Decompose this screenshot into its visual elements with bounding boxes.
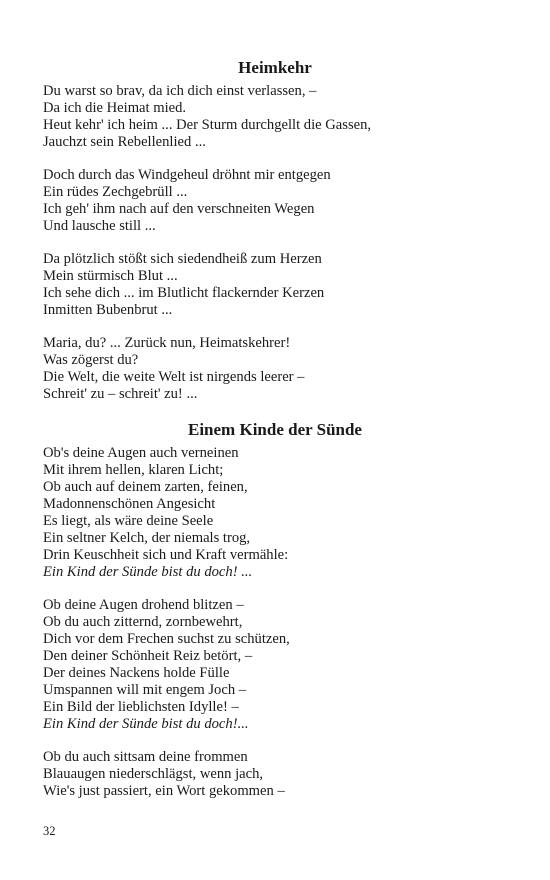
poem-title: Einem Kinde der Sünde xyxy=(188,420,362,439)
verse-line: Ein Bild der lieblichsten Idylle! – xyxy=(43,699,239,715)
verse-line: Drin Keuschheit sich und Kraft vermähle: xyxy=(43,547,289,563)
stanza xyxy=(43,251,507,319)
verse-line: Madonnenschönen Angesicht xyxy=(43,496,216,512)
verse-line: Ob du auch sittsam deine frommen xyxy=(43,749,248,765)
page-number: 32 xyxy=(43,824,56,838)
verse-line: Schreit' zu – schreit' zu! ... xyxy=(43,386,198,402)
verse-line: Wie's just passiert, ein Wort gekommen – xyxy=(43,783,285,799)
stanza xyxy=(43,83,507,151)
verse-line: Mit ihrem hellen, klaren Licht; xyxy=(43,462,224,478)
poem-title: Heimkehr xyxy=(238,58,312,77)
verse-line: Mein stürmisch Blut ... xyxy=(43,268,178,284)
verse-line: Ich geh' ihm nach auf den verschneiten Wegen xyxy=(43,201,315,217)
refrain-line: Ein Kind der Sünde bist du doch! ... xyxy=(43,564,253,580)
poem-einem-kinde-der-suende xyxy=(43,419,507,800)
stanza xyxy=(43,335,507,403)
verse-line: Ich sehe dich ... im Blutlicht flackernder Kerzen xyxy=(43,285,325,301)
verse-line: Da ich die Heimat mied. xyxy=(43,100,187,116)
verse-line: Ob du auch zitternd, zornbewehrt, xyxy=(43,614,243,630)
verse-line: Ein rüdes Zechgebrüll ... xyxy=(43,184,188,200)
verse-line: Du warst so brav, da ich dich einst verlassen, – xyxy=(43,83,317,99)
verse-line: Ein seltner Kelch, der niemals trog, xyxy=(43,530,251,546)
verse-line: Ob's deine Augen auch verneinen xyxy=(43,445,239,461)
verse-line: Da plötzlich stößt sich siedendheiß zum Herzen xyxy=(43,251,322,267)
stanza xyxy=(43,597,507,733)
refrain-line: Ein Kind der Sünde bist du doch!... xyxy=(43,716,249,732)
verse-line: Was zögerst du? xyxy=(43,352,139,368)
verse-line: Die Welt, die weite Welt ist nirgends leerer – xyxy=(43,369,305,385)
stanza xyxy=(43,749,507,800)
verse-line: Ob auch auf deinem zarten, feinen, xyxy=(43,479,248,495)
verse-line: Und lausche still ... xyxy=(43,218,156,234)
poem-heimkehr xyxy=(43,57,507,403)
verse-line: Dich vor dem Frechen suchst zu schützen, xyxy=(43,631,290,647)
verse-line: Den deiner Schönheit Reiz betört, – xyxy=(43,648,253,664)
verse-line: Es liegt, als wäre deine Seele xyxy=(43,513,214,529)
verse-line: Umspannen will mit engem Joch – xyxy=(43,682,247,698)
verse-line: Heut kehr' ich heim ... Der Sturm durchgellt die Gassen, xyxy=(43,117,372,133)
stanza xyxy=(43,167,507,235)
book-page xyxy=(43,57,507,816)
verse-line: Der deines Nackens holde Fülle xyxy=(43,665,230,681)
verse-line: Blauaugen niederschlägst, wenn jach, xyxy=(43,766,264,782)
verse-line: Inmitten Bubenbrut ... xyxy=(43,302,173,318)
verse-line: Ob deine Augen drohend blitzen – xyxy=(43,597,244,613)
stanza xyxy=(43,445,507,581)
verse-line: Maria, du? ... Zurück nun, Heimatskehrer! xyxy=(43,335,291,351)
verse-line: Jauchzt sein Rebellenlied ... xyxy=(43,134,206,150)
verse-line: Doch durch das Windgeheul dröhnt mir entgegen xyxy=(43,167,331,183)
